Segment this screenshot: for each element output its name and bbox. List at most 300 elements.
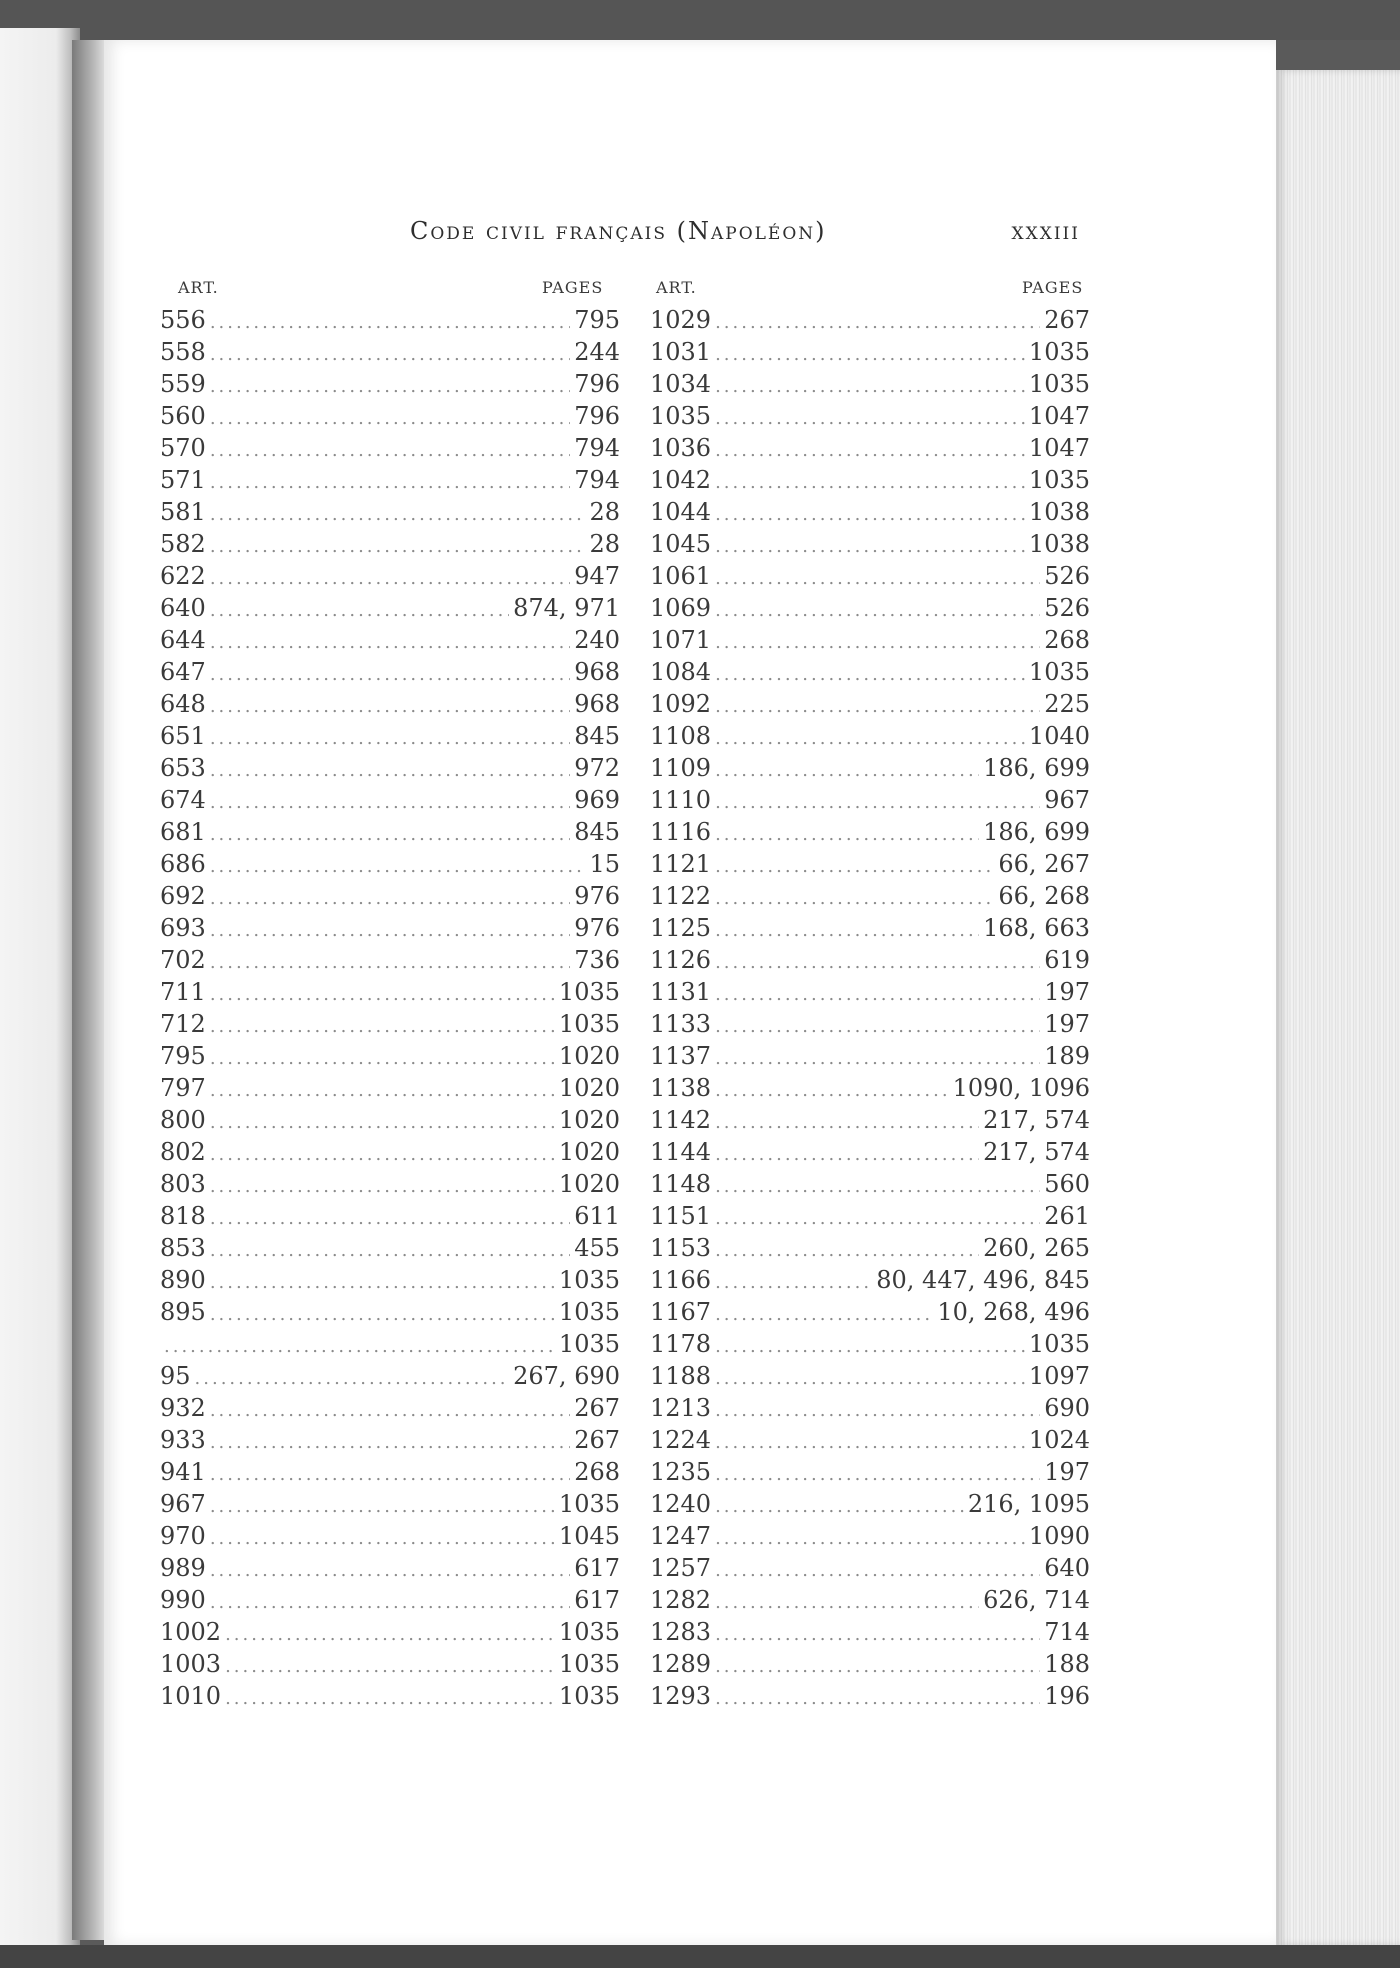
article-number: 1031	[650, 338, 712, 366]
page-number: xxxiii	[1011, 217, 1080, 245]
leader-dots	[715, 819, 979, 851]
page-reference: 690	[1044, 1394, 1090, 1422]
index-entry	[650, 400, 1090, 432]
page-reference: 972	[574, 754, 620, 782]
article-number: 1084	[650, 658, 712, 686]
page-reference: 186, 699	[983, 754, 1090, 782]
article-number: 711	[160, 978, 206, 1006]
index-entry	[650, 1200, 1090, 1232]
index-entry	[650, 1424, 1090, 1456]
article-number: 933	[160, 1426, 206, 1454]
leader-dots	[210, 1459, 570, 1491]
article-number: 1034	[650, 370, 712, 398]
index-entry	[160, 304, 620, 336]
page-reference: 795	[574, 306, 620, 334]
page-reference: 794	[574, 434, 620, 462]
article-number: 1153	[650, 1234, 712, 1262]
leader-dots	[715, 1043, 1040, 1075]
index-entry	[160, 336, 620, 368]
article-number: 1010	[160, 1682, 222, 1710]
article-number: 803	[160, 1170, 206, 1198]
page-reference: 189	[1044, 1042, 1090, 1070]
page-reference: 267, 690	[513, 1362, 620, 1390]
page-reference: 1024	[1028, 1426, 1090, 1454]
index-entry	[160, 656, 620, 688]
leader-dots	[715, 435, 1025, 467]
index-entry	[650, 784, 1090, 816]
page-reference: 1097	[1028, 1362, 1090, 1390]
article-number: 651	[160, 722, 206, 750]
article-number: 1188	[650, 1362, 712, 1390]
article-number: 681	[160, 818, 206, 846]
page-reference: 874, 971	[513, 594, 620, 622]
article-number: 853	[160, 1234, 206, 1262]
leader-dots	[210, 531, 586, 563]
leader-dots	[210, 1043, 555, 1075]
page-reference: 1047	[1028, 434, 1090, 462]
leader-dots	[715, 371, 1025, 403]
leader-dots	[210, 1171, 555, 1203]
page-reference: 268	[574, 1458, 620, 1486]
page-reference: 1090	[1028, 1522, 1090, 1550]
index-entry	[160, 1136, 620, 1168]
leader-dots	[715, 1555, 1040, 1587]
article-number: 800	[160, 1106, 206, 1134]
leader-dots	[210, 947, 570, 979]
right-pages-header: PAGES	[1022, 278, 1084, 297]
article-number: 1144	[650, 1138, 712, 1166]
article-number: 1257	[650, 1554, 712, 1582]
article-number: 890	[160, 1266, 206, 1294]
leader-dots	[715, 883, 994, 915]
article-number: 1148	[650, 1170, 712, 1198]
index-entry	[160, 880, 620, 912]
previous-page-edge	[0, 28, 80, 1945]
index-entry	[160, 688, 620, 720]
article-number: 1138	[650, 1074, 712, 1102]
article-number: 795	[160, 1042, 206, 1070]
page-reference: 217, 574	[983, 1138, 1090, 1166]
article-number: 1282	[650, 1586, 712, 1614]
page-reference: 617	[574, 1586, 620, 1614]
page-reference: 225	[1044, 690, 1090, 718]
article-number: 1036	[650, 434, 712, 462]
page-reference: 188	[1044, 1650, 1090, 1678]
index-entry	[650, 1264, 1090, 1296]
leader-dots	[715, 755, 979, 787]
page-reference: 845	[574, 722, 620, 750]
index-entry	[650, 1168, 1090, 1200]
article-number: 1029	[650, 306, 712, 334]
article-number: 990	[160, 1586, 206, 1614]
leader-dots	[210, 1555, 570, 1587]
article-number: 95	[160, 1362, 191, 1390]
index-entry	[160, 1264, 620, 1296]
right-index-column	[650, 304, 1090, 1712]
page-reference: 66, 268	[998, 882, 1090, 910]
page-reference: 968	[574, 690, 620, 718]
index-entry	[650, 336, 1090, 368]
leader-dots	[210, 1107, 555, 1139]
article-number: 818	[160, 1202, 206, 1230]
leader-dots	[715, 531, 1025, 563]
leader-dots	[210, 467, 570, 499]
index-entry	[650, 1456, 1090, 1488]
leader-dots	[210, 883, 570, 915]
page-reference: 10, 268, 496	[937, 1298, 1090, 1326]
leader-dots	[715, 1011, 1040, 1043]
page-reference: 1020	[558, 1170, 620, 1198]
leader-dots	[210, 979, 555, 1011]
page-reference: 947	[574, 562, 620, 590]
article-number: 895	[160, 1298, 206, 1326]
running-head-title: Code civil français (Napoléon)	[410, 217, 827, 245]
index-entry	[650, 464, 1090, 496]
index-entry	[650, 1072, 1090, 1104]
index-entry	[160, 1616, 620, 1648]
article-number: 692	[160, 882, 206, 910]
page-reference: 1047	[1028, 402, 1090, 430]
article-number: 967	[160, 1490, 206, 1518]
leader-dots	[210, 755, 570, 787]
article-number: 570	[160, 434, 206, 462]
index-entry	[160, 528, 620, 560]
index-entry	[160, 848, 620, 880]
leader-dots	[210, 1267, 555, 1299]
page-reference: 796	[574, 402, 620, 430]
leader-dots	[210, 339, 570, 371]
leader-dots	[210, 723, 570, 755]
page-reference: 1035	[558, 1650, 620, 1678]
page-reference: 1020	[558, 1042, 620, 1070]
page-reference: 268	[1044, 626, 1090, 654]
left-pages-header: PAGES	[542, 278, 604, 297]
index-entry	[650, 432, 1090, 464]
leader-dots	[715, 1267, 872, 1299]
leader-dots	[210, 403, 570, 435]
leader-dots	[164, 1331, 555, 1363]
article-number: 1283	[650, 1618, 712, 1646]
index-entry	[160, 976, 620, 1008]
article-number: 560	[160, 402, 206, 430]
leader-dots	[210, 563, 570, 595]
index-entry	[650, 1104, 1090, 1136]
page-reference: 197	[1044, 1458, 1090, 1486]
article-number: 1131	[650, 978, 712, 1006]
index-entry	[160, 464, 620, 496]
leader-dots	[715, 1619, 1040, 1651]
index-entry	[160, 368, 620, 400]
page-reference: 611	[574, 1202, 620, 1230]
right-art-header: ART.	[656, 278, 697, 297]
index-entry	[160, 1168, 620, 1200]
article-number: 712	[160, 1010, 206, 1038]
article-number: 1293	[650, 1682, 712, 1710]
page-reference: 216, 1095	[967, 1490, 1090, 1518]
index-entry	[650, 1296, 1090, 1328]
page-reference: 28	[589, 498, 620, 526]
index-entry	[160, 1008, 620, 1040]
index-entry	[650, 1488, 1090, 1520]
page-reference: 1035	[558, 1266, 620, 1294]
leader-dots	[715, 691, 1040, 723]
index-entry	[650, 1008, 1090, 1040]
page-reference: 1035	[558, 978, 620, 1006]
index-entry	[650, 752, 1090, 784]
article-number: 702	[160, 946, 206, 974]
left-index-column	[160, 304, 620, 1712]
index-entry	[650, 560, 1090, 592]
leader-dots	[715, 467, 1025, 499]
article-number: 1108	[650, 722, 712, 750]
page-reference: 968	[574, 658, 620, 686]
index-entry	[650, 976, 1090, 1008]
leader-dots	[715, 851, 994, 883]
article-number: 1224	[650, 1426, 712, 1454]
page-reference: 1045	[558, 1522, 620, 1550]
leader-dots	[715, 1299, 933, 1331]
index-entry	[160, 1520, 620, 1552]
leader-dots	[195, 1363, 510, 1395]
index-entry	[650, 1392, 1090, 1424]
leader-dots	[715, 1075, 949, 1107]
leader-dots	[210, 1203, 570, 1235]
page-reference: 969	[574, 786, 620, 814]
index-entry	[160, 1328, 620, 1360]
index-entry	[160, 1232, 620, 1264]
page-reference: 261	[1044, 1202, 1090, 1230]
page-reference: 240	[574, 626, 620, 654]
page-reference: 260, 265	[983, 1234, 1090, 1262]
leader-dots	[210, 1427, 570, 1459]
leader-dots	[210, 819, 570, 851]
page-reference: 1035	[1028, 658, 1090, 686]
page-reference: 186, 699	[983, 818, 1090, 846]
index-entry	[160, 560, 620, 592]
page-reference: 1035	[558, 1010, 620, 1038]
index-entry	[650, 912, 1090, 944]
index-entry	[650, 720, 1090, 752]
article-number: 1133	[650, 1010, 712, 1038]
leader-dots	[715, 659, 1025, 691]
leader-dots	[225, 1683, 555, 1715]
page-reference: 796	[574, 370, 620, 398]
page-reference: 1035	[558, 1618, 620, 1646]
index-entry	[650, 880, 1090, 912]
leader-dots	[225, 1619, 555, 1651]
leader-dots	[210, 1235, 570, 1267]
page-reference: 617	[574, 1554, 620, 1582]
leader-dots	[715, 787, 1040, 819]
index-entry	[650, 528, 1090, 560]
scan-background-bottom	[0, 1945, 1400, 1968]
page-reference: 560	[1044, 1170, 1090, 1198]
page-reference: 197	[1044, 978, 1090, 1006]
leader-dots	[210, 1299, 555, 1331]
article-number: 582	[160, 530, 206, 558]
page-reference: 976	[574, 914, 620, 942]
leader-dots	[715, 403, 1025, 435]
leader-dots	[715, 1331, 1025, 1363]
index-entry	[650, 304, 1090, 336]
page-reference: 976	[574, 882, 620, 910]
leader-dots	[210, 1491, 555, 1523]
leader-dots	[715, 627, 1040, 659]
article-number: 1122	[650, 882, 712, 910]
page-reference: 267	[574, 1426, 620, 1454]
page-reference: 1038	[1028, 498, 1090, 526]
article-number: 693	[160, 914, 206, 942]
index-entry	[650, 816, 1090, 848]
index-entry	[650, 1616, 1090, 1648]
leader-dots	[225, 1651, 555, 1683]
index-entry	[160, 912, 620, 944]
leader-dots	[210, 915, 570, 947]
page-reference: 1020	[558, 1074, 620, 1102]
page-reference: 1035	[558, 1490, 620, 1518]
leader-dots	[715, 723, 1025, 755]
leader-dots	[715, 1363, 1025, 1395]
index-entry	[160, 1552, 620, 1584]
index-entry	[650, 1552, 1090, 1584]
index-entry	[160, 1488, 620, 1520]
page-reference: 1035	[558, 1298, 620, 1326]
book-gutter	[72, 40, 108, 1940]
index-entry	[160, 816, 620, 848]
index-entry	[160, 400, 620, 432]
article-number: 1121	[650, 850, 712, 878]
leader-dots	[715, 1491, 964, 1523]
article-number: 932	[160, 1394, 206, 1422]
page-reference: 15	[589, 850, 620, 878]
page-reference: 80, 447, 496, 845	[876, 1266, 1090, 1294]
page-reference: 1090, 1096	[952, 1074, 1090, 1102]
article-number: 571	[160, 466, 206, 494]
article-number: 1247	[650, 1522, 712, 1550]
index-entry	[160, 784, 620, 816]
page-reference: 1020	[558, 1138, 620, 1166]
leader-dots	[210, 1139, 555, 1171]
article-number: 1151	[650, 1202, 712, 1230]
page-reference: 794	[574, 466, 620, 494]
leader-dots	[715, 979, 1040, 1011]
leader-dots	[715, 1459, 1040, 1491]
leader-dots	[715, 915, 979, 947]
leader-dots	[715, 339, 1025, 371]
page-reference: 1035	[558, 1330, 620, 1358]
leader-dots	[715, 1139, 979, 1171]
article-number: 647	[160, 658, 206, 686]
leader-dots	[715, 1107, 979, 1139]
page-reference: 1035	[1028, 370, 1090, 398]
index-entry	[160, 1456, 620, 1488]
left-art-header: ART.	[178, 278, 219, 297]
article-number: 556	[160, 306, 206, 334]
leader-dots	[715, 563, 1040, 595]
article-number: 1061	[650, 562, 712, 590]
index-entry	[160, 1200, 620, 1232]
article-number: 1092	[650, 690, 712, 718]
index-entry	[160, 1072, 620, 1104]
index-entry	[650, 1520, 1090, 1552]
page-reference: 66, 267	[998, 850, 1090, 878]
page-reference: 640	[1044, 1554, 1090, 1582]
leader-dots	[715, 307, 1040, 339]
article-number: 644	[160, 626, 206, 654]
page-reference: 714	[1044, 1618, 1090, 1646]
article-number: 653	[160, 754, 206, 782]
leader-dots	[715, 1523, 1025, 1555]
page-reference: 267	[1044, 306, 1090, 334]
index-entry	[650, 624, 1090, 656]
index-entry	[650, 1680, 1090, 1712]
article-number: 1166	[650, 1266, 712, 1294]
index-entry	[160, 1296, 620, 1328]
page-reference: 267	[574, 1394, 620, 1422]
article-number: 797	[160, 1074, 206, 1102]
leader-dots	[210, 851, 586, 883]
article-number: 989	[160, 1554, 206, 1582]
index-entry	[650, 1136, 1090, 1168]
index-entry	[650, 944, 1090, 976]
article-number: 581	[160, 498, 206, 526]
index-entry	[160, 1104, 620, 1136]
index-entry	[650, 1360, 1090, 1392]
index-entry	[160, 1680, 620, 1712]
page-reference: 1038	[1028, 530, 1090, 558]
leader-dots	[210, 371, 570, 403]
page-reference: 217, 574	[983, 1106, 1090, 1134]
index-entry	[650, 1584, 1090, 1616]
article-number: 1142	[650, 1106, 712, 1134]
article-number: 1035	[650, 402, 712, 430]
article-number: 1137	[650, 1042, 712, 1070]
leader-dots	[715, 1203, 1040, 1235]
leader-dots	[210, 627, 570, 659]
index-entry	[650, 688, 1090, 720]
article-number: 941	[160, 1458, 206, 1486]
leader-dots	[715, 947, 1040, 979]
index-entry	[650, 1648, 1090, 1680]
page-reference: 455	[574, 1234, 620, 1262]
article-number: 1289	[650, 1650, 712, 1678]
page-reference: 244	[574, 338, 620, 366]
index-entry	[160, 720, 620, 752]
article-number: 1069	[650, 594, 712, 622]
article-number: 1125	[650, 914, 712, 942]
article-number: 558	[160, 338, 206, 366]
page-reference: 736	[574, 946, 620, 974]
leader-dots	[210, 1395, 570, 1427]
index-entry	[160, 496, 620, 528]
scan-background-top	[0, 0, 1400, 40]
leader-dots	[715, 1587, 979, 1619]
index-entry	[160, 624, 620, 656]
article-number: 802	[160, 1138, 206, 1166]
index-entry	[650, 656, 1090, 688]
article-number: 1045	[650, 530, 712, 558]
index-entry	[650, 368, 1090, 400]
leader-dots	[210, 787, 570, 819]
page-reference: 1035	[1028, 466, 1090, 494]
page-reference: 197	[1044, 1010, 1090, 1038]
leader-dots	[715, 1235, 979, 1267]
leader-dots	[715, 499, 1025, 531]
index-entry	[160, 1584, 620, 1616]
page-reference: 619	[1044, 946, 1090, 974]
article-number: 1235	[650, 1458, 712, 1486]
article-number: 1071	[650, 626, 712, 654]
